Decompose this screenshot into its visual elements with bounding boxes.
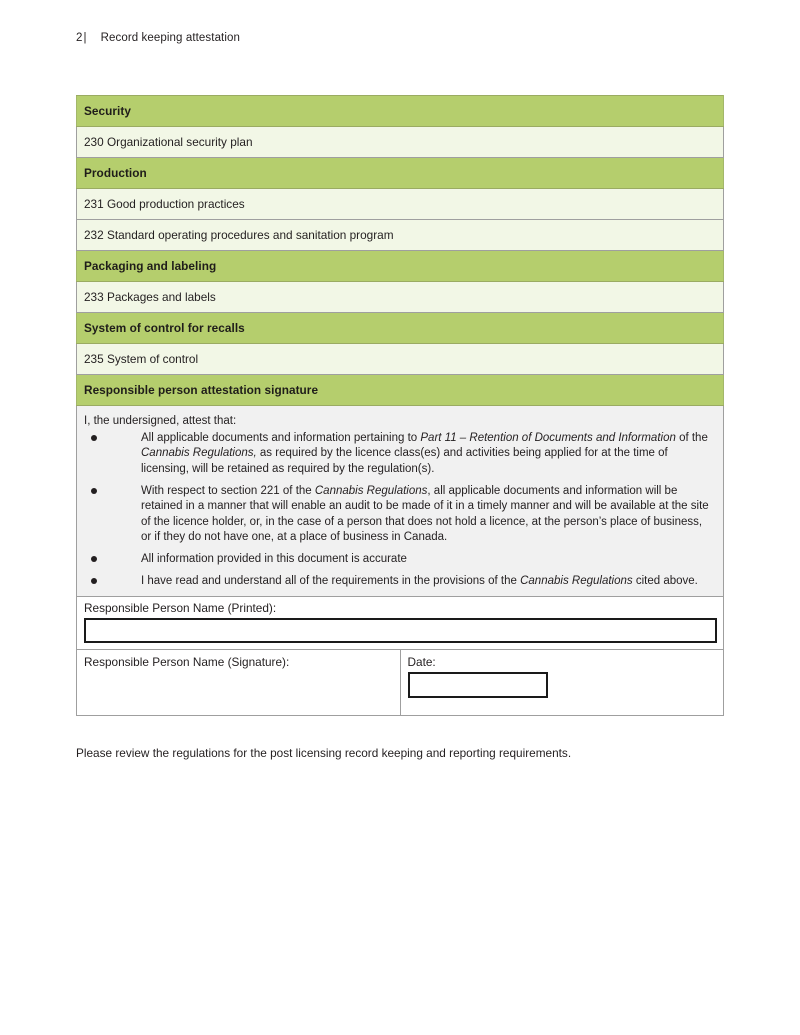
section-header-label: Security [77, 96, 724, 127]
bullet-point-icon [91, 435, 97, 441]
printed-name-label: Responsible Person Name (Printed): [84, 600, 277, 615]
section-header-label: Responsible person attestation signature [77, 375, 724, 406]
attestation-bullet-list [84, 431, 714, 590]
page-number: 2 [76, 32, 83, 44]
section-header-label: Production [77, 158, 724, 189]
attestation-bullet-text: All applicable documents and information pertaining to Part 11 – Retention of Documents and Information of the Cannabis Regulations, as required by the licence class(es) and activities being applied for at the time of licensing, will be retained as required by the regulation(s). [141, 432, 708, 475]
date-label: Date: [407, 654, 436, 669]
printed-name-cell [77, 596, 724, 649]
signature-cell [77, 649, 401, 715]
attestation-bullet [84, 484, 714, 545]
attestation-bullet-text: With respect to section 221 of the Cannabis Regulations, all applicable documents and information will be retained in a manner that will enable an audit to be made of it in a timely manner and will be available at the site of the licence holder, or, in the case of a person that does not hold a licence, at the person’s place of business, or if they do not have one, at a place of business in Canada. [141, 485, 709, 543]
record-item-label: 235 System of control [77, 344, 724, 375]
signature-label: Responsible Person Name (Signature): [84, 654, 290, 669]
table-section-row-attestation-signature [77, 375, 724, 406]
table-row-233 [77, 282, 724, 313]
record-item-label: 231 Good production practices [77, 189, 724, 220]
attestation-bullet [84, 574, 714, 589]
bullet-point-icon [91, 556, 97, 562]
date-input[interactable] [408, 672, 548, 698]
attestation-bullet-text: I have read and understand all of the requirements in the provisions of the Cannabis Regulations cited above. [141, 575, 698, 588]
record-item-label: 232 Standard operating procedures and sanitation program [77, 220, 724, 251]
record-keeping-table [76, 95, 724, 716]
section-header-label: Packaging and labeling [77, 251, 724, 282]
attestation-bullet [84, 431, 714, 477]
record-item-label: 233 Packages and labels [77, 282, 724, 313]
page-header [76, 32, 240, 44]
record-item-label: 230 Organizational security plan [77, 127, 724, 158]
signature-date-row [77, 649, 724, 715]
table-row-232 [77, 220, 724, 251]
attestation-bullet-text: All information provided in this document is accurate [141, 553, 407, 566]
table-section-row-production [77, 158, 724, 189]
bullet-point-icon [91, 578, 97, 584]
table-row-231 [77, 189, 724, 220]
page-header-separator: | [83, 32, 87, 44]
section-header-label: System of control for recalls [77, 313, 724, 344]
attestation-cell [77, 406, 724, 597]
footer-note: Please review the regulations for the post licensing record keeping and reporting requirements. [76, 746, 572, 760]
bullet-point-icon [91, 488, 97, 494]
printed-name-row [77, 596, 724, 649]
table-section-row-security [77, 96, 724, 127]
printed-name-input[interactable] [84, 618, 717, 643]
page-title: Record keeping attestation [100, 32, 241, 44]
table-section-row-recalls [77, 313, 724, 344]
attestation-lead-in: I, the undersigned, attest that: [84, 415, 237, 427]
attestation-statement-row [77, 406, 724, 597]
date-cell [400, 649, 724, 715]
attestation-bullet [84, 552, 714, 567]
table-row-230 [77, 127, 724, 158]
table-row-235 [77, 344, 724, 375]
table-section-row-packaging [77, 251, 724, 282]
